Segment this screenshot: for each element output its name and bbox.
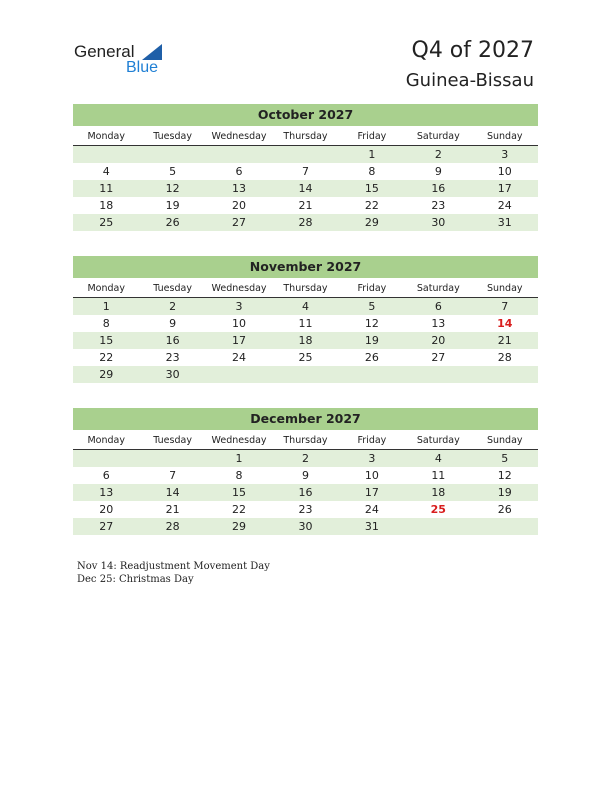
day-cell: 2	[301, 452, 309, 465]
day-cell: 1	[368, 148, 376, 161]
day-cell: 16	[298, 486, 313, 499]
day-cell: 28	[497, 351, 512, 364]
day-cell: 28	[298, 216, 313, 229]
day-cell: 5	[169, 165, 177, 178]
day-cell: 25	[99, 216, 114, 229]
page-title: Q4 of 2027	[411, 38, 534, 63]
day-cell: 6	[102, 469, 110, 482]
day-cell	[472, 518, 538, 535]
day-cell: 12	[497, 469, 512, 482]
day-cell	[206, 366, 272, 383]
day-cell: 19	[364, 334, 379, 347]
day-cell	[405, 366, 471, 383]
holiday-note: Dec 25: Christmas Day	[77, 574, 194, 585]
weekday-header-row	[73, 432, 538, 450]
weekday-label: Friday	[357, 131, 387, 142]
day-cell: 26	[497, 503, 512, 516]
day-cell: 22	[364, 199, 379, 212]
weekday-label: Monday	[87, 283, 125, 294]
day-cell: 1	[235, 452, 243, 465]
day-cell	[339, 366, 405, 383]
weekday-header-row	[73, 280, 538, 298]
day-cell: 15	[364, 182, 379, 195]
weekday-label: Thursday	[283, 131, 328, 142]
holiday-note: Nov 14: Readjustment Movement Day	[77, 561, 270, 572]
day-cell: 13	[232, 182, 247, 195]
day-cell	[472, 366, 538, 383]
day-cell	[272, 366, 338, 383]
weekday-label: Sunday	[486, 435, 523, 446]
day-cell: 9	[301, 469, 309, 482]
logo-triangle-icon	[142, 44, 162, 60]
day-cell: 7	[301, 165, 309, 178]
day-cell	[139, 146, 205, 163]
day-cell: 23	[165, 351, 180, 364]
day-cell: 14	[298, 182, 313, 195]
calendar-month-december	[73, 408, 538, 535]
day-cell: 4	[301, 300, 309, 313]
day-cell: 29	[99, 368, 114, 381]
day-cell	[206, 146, 272, 163]
logo	[74, 40, 174, 80]
day-cell: 25	[298, 351, 313, 364]
day-cell	[73, 450, 139, 467]
day-cell: 29	[364, 216, 379, 229]
country-name: Guinea-Bissau	[405, 70, 534, 91]
day-cell: 3	[235, 300, 243, 313]
day-cell: 27	[431, 351, 446, 364]
weekday-label: Monday	[87, 131, 125, 142]
day-cell: 20	[99, 503, 114, 516]
week-row	[73, 180, 538, 197]
month-title: December 2027	[73, 408, 538, 430]
day-cell: 1	[102, 300, 110, 313]
week-row	[73, 163, 538, 180]
day-cell: 10	[232, 317, 247, 330]
day-cell	[73, 146, 139, 163]
day-cell: 15	[99, 334, 114, 347]
day-cell: 9	[169, 317, 177, 330]
week-row	[73, 518, 538, 535]
weekday-label: Wednesday	[211, 131, 267, 142]
day-cell: 26	[364, 351, 379, 364]
day-cell: 21	[298, 199, 313, 212]
day-cell: 30	[431, 216, 446, 229]
day-cell: 15	[232, 486, 247, 499]
week-row	[73, 332, 538, 349]
calendar-month-november	[73, 256, 538, 383]
day-cell: 4	[434, 452, 442, 465]
day-cell: 2	[434, 148, 442, 161]
day-cell: 25	[430, 503, 446, 516]
week-row	[73, 349, 538, 366]
day-cell: 7	[169, 469, 177, 482]
day-cell: 19	[165, 199, 180, 212]
day-cell: 17	[364, 486, 379, 499]
weekday-label: Friday	[357, 283, 387, 294]
day-cell: 23	[298, 503, 313, 516]
day-cell: 18	[431, 486, 446, 499]
week-row	[73, 484, 538, 501]
day-cell: 28	[165, 520, 180, 533]
day-cell: 5	[368, 300, 376, 313]
day-cell: 16	[165, 334, 180, 347]
day-cell: 21	[165, 503, 180, 516]
weekday-label: Thursday	[283, 283, 328, 294]
month-title: October 2027	[73, 104, 538, 126]
day-cell: 12	[165, 182, 180, 195]
day-cell: 24	[232, 351, 247, 364]
weekday-label: Saturday	[416, 435, 460, 446]
weekday-label: Saturday	[416, 131, 460, 142]
day-cell: 10	[497, 165, 512, 178]
day-cell: 17	[232, 334, 247, 347]
day-cell: 22	[99, 351, 114, 364]
day-cell: 11	[99, 182, 114, 195]
week-row	[73, 315, 538, 332]
weekday-label: Thursday	[283, 435, 328, 446]
day-cell: 13	[99, 486, 114, 499]
week-row	[73, 450, 538, 467]
day-cell: 22	[232, 503, 247, 516]
day-cell: 5	[501, 452, 509, 465]
day-cell: 18	[298, 334, 313, 347]
day-cell: 31	[497, 216, 512, 229]
day-cell: 24	[364, 503, 379, 516]
day-cell: 16	[431, 182, 446, 195]
day-cell: 14	[165, 486, 180, 499]
week-row	[73, 214, 538, 231]
day-cell	[139, 450, 205, 467]
day-cell: 20	[232, 199, 247, 212]
day-cell: 18	[99, 199, 114, 212]
logo-text-blue: Blue	[126, 59, 159, 76]
day-cell: 11	[298, 317, 313, 330]
day-cell: 10	[364, 469, 379, 482]
day-cell: 27	[232, 216, 247, 229]
day-cell: 4	[102, 165, 110, 178]
day-cell: 30	[298, 520, 313, 533]
week-row	[73, 197, 538, 214]
day-cell: 8	[102, 317, 110, 330]
weekday-label: Wednesday	[211, 435, 267, 446]
weekday-label: Saturday	[416, 283, 460, 294]
day-cell: 14	[497, 317, 513, 330]
day-cell: 7	[501, 300, 509, 313]
day-cell: 23	[431, 199, 446, 212]
weekday-label: Wednesday	[211, 283, 267, 294]
month-title: November 2027	[73, 256, 538, 278]
day-cell	[272, 146, 338, 163]
day-cell: 11	[431, 469, 446, 482]
weekday-label: Tuesday	[153, 131, 192, 142]
weekday-label: Sunday	[486, 131, 523, 142]
weekday-label: Tuesday	[153, 283, 192, 294]
day-cell: 3	[501, 148, 509, 161]
day-cell: 3	[368, 452, 376, 465]
holiday-notes	[77, 560, 270, 586]
day-cell: 19	[497, 486, 512, 499]
day-cell: 8	[368, 165, 376, 178]
weekday-label: Friday	[357, 435, 387, 446]
week-row	[73, 146, 538, 163]
week-row	[73, 366, 538, 383]
day-cell: 30	[165, 368, 180, 381]
day-cell	[405, 518, 471, 535]
weekday-label: Tuesday	[153, 435, 192, 446]
calendar-month-october	[73, 104, 538, 231]
day-cell: 20	[431, 334, 446, 347]
weekday-label: Sunday	[486, 283, 523, 294]
day-cell: 8	[235, 469, 243, 482]
day-cell: 24	[497, 199, 512, 212]
week-row	[73, 298, 538, 315]
day-cell: 21	[497, 334, 512, 347]
week-row	[73, 501, 538, 518]
day-cell: 29	[232, 520, 247, 533]
day-cell: 17	[497, 182, 512, 195]
day-cell: 12	[364, 317, 379, 330]
logo-text-general: General	[74, 42, 135, 61]
day-cell: 6	[235, 165, 243, 178]
day-cell: 26	[165, 216, 180, 229]
day-cell: 2	[169, 300, 177, 313]
day-cell: 6	[434, 300, 442, 313]
day-cell: 27	[99, 520, 114, 533]
day-cell: 13	[431, 317, 446, 330]
weekday-label: Monday	[87, 435, 125, 446]
day-cell: 31	[364, 520, 379, 533]
day-cell: 9	[434, 165, 442, 178]
week-row	[73, 467, 538, 484]
weekday-header-row	[73, 128, 538, 146]
